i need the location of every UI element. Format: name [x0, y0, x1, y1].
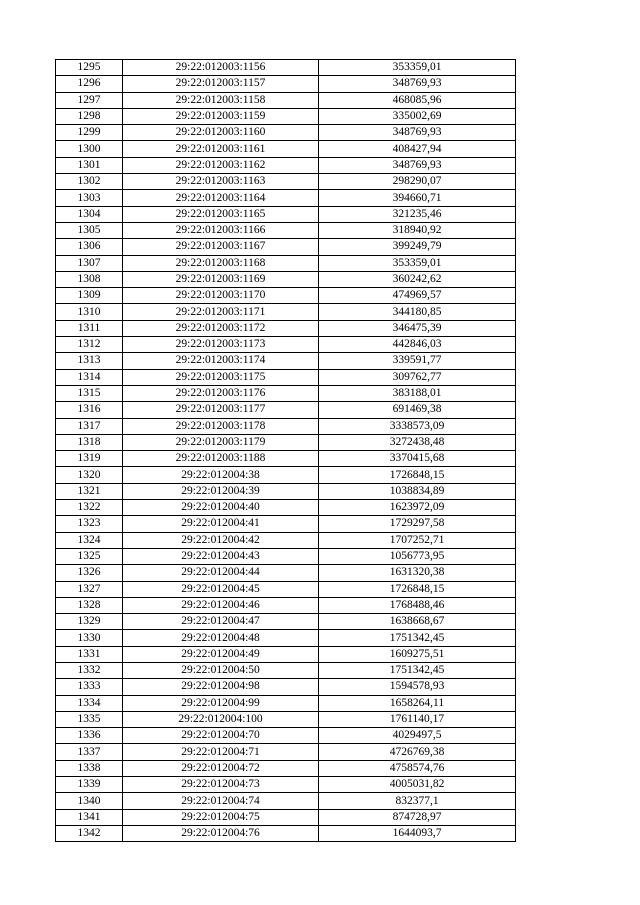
row-number-cell: 1315: [56, 385, 123, 401]
row-number-cell: 1320: [56, 467, 123, 483]
row-number-cell: 1299: [56, 125, 123, 141]
row-number-cell: 1305: [56, 222, 123, 238]
table-row: [56, 467, 516, 483]
cadastral-number-cell: 29:22:012003:1177: [123, 402, 319, 418]
row-number-cell: 1321: [56, 483, 123, 499]
row-number-cell: 1311: [56, 320, 123, 336]
value-cell: 1594578,93: [319, 679, 516, 695]
value-cell: 1726848,15: [319, 581, 516, 597]
value-cell: 4005031,82: [319, 777, 516, 793]
value-cell: 344180,85: [319, 304, 516, 320]
cadastral-number-cell: 29:22:012003:1174: [123, 353, 319, 369]
row-number-cell: 1339: [56, 777, 123, 793]
row-number-cell: 1303: [56, 190, 123, 206]
value-cell: 346475,39: [319, 320, 516, 336]
table-row: [56, 125, 516, 141]
cadastral-number-cell: 29:22:012003:1163: [123, 174, 319, 190]
value-cell: 4726769,38: [319, 744, 516, 760]
row-number-cell: 1319: [56, 451, 123, 467]
cadastral-number-cell: 29:22:012004:46: [123, 597, 319, 613]
table-row: [56, 516, 516, 532]
value-cell: 348769,93: [319, 125, 516, 141]
value-cell: 832377,1: [319, 793, 516, 809]
row-number-cell: 1301: [56, 157, 123, 173]
cadastral-number-cell: 29:22:012004:41: [123, 516, 319, 532]
cadastral-number-cell: 29:22:012003:1170: [123, 288, 319, 304]
cadastral-number-cell: 29:22:012004:71: [123, 744, 319, 760]
cadastral-number-cell: 29:22:012004:44: [123, 565, 319, 581]
row-number-cell: 1331: [56, 646, 123, 662]
cadastral-number-cell: 29:22:012004:40: [123, 500, 319, 516]
row-number-cell: 1326: [56, 565, 123, 581]
value-cell: 399249,79: [319, 239, 516, 255]
cadastral-value-table: [55, 59, 516, 842]
value-cell: 1631320,38: [319, 565, 516, 581]
value-cell: 4758574,76: [319, 760, 516, 776]
value-cell: 1751342,45: [319, 662, 516, 678]
table-row: [56, 353, 516, 369]
value-cell: 353359,01: [319, 255, 516, 271]
table-row: [56, 679, 516, 695]
cadastral-number-cell: 29:22:012004:76: [123, 825, 319, 841]
row-number-cell: 1317: [56, 418, 123, 434]
table-row: [56, 744, 516, 760]
cadastral-number-cell: 29:22:012003:1158: [123, 92, 319, 108]
row-number-cell: 1327: [56, 581, 123, 597]
table-row: [56, 255, 516, 271]
cadastral-number-cell: 29:22:012003:1175: [123, 369, 319, 385]
value-cell: 874728,97: [319, 809, 516, 825]
table-row: [56, 695, 516, 711]
value-cell: 442846,03: [319, 337, 516, 353]
row-number-cell: 1322: [56, 500, 123, 516]
row-number-cell: 1341: [56, 809, 123, 825]
table-row: [56, 222, 516, 238]
value-cell: 1038834,89: [319, 483, 516, 499]
cadastral-number-cell: 29:22:012004:47: [123, 614, 319, 630]
table-row: [56, 190, 516, 206]
table-row: [56, 320, 516, 336]
value-cell: 339591,77: [319, 353, 516, 369]
table-row: [56, 402, 516, 418]
cadastral-number-cell: 29:22:012004:70: [123, 728, 319, 744]
cadastral-number-cell: 29:22:012004:43: [123, 548, 319, 564]
table-row: [56, 500, 516, 516]
table-row: [56, 646, 516, 662]
table-row: [56, 239, 516, 255]
row-number-cell: 1325: [56, 548, 123, 564]
table-row: [56, 565, 516, 581]
value-cell: 348769,93: [319, 157, 516, 173]
cadastral-number-cell: 29:22:012003:1176: [123, 385, 319, 401]
cadastral-number-cell: 29:22:012003:1161: [123, 141, 319, 157]
cadastral-number-cell: 29:22:012004:99: [123, 695, 319, 711]
cadastral-number-cell: 29:22:012004:42: [123, 532, 319, 548]
value-cell: 1726848,15: [319, 467, 516, 483]
cadastral-number-cell: 29:22:012004:39: [123, 483, 319, 499]
row-number-cell: 1297: [56, 92, 123, 108]
value-cell: 318940,92: [319, 222, 516, 238]
row-number-cell: 1312: [56, 337, 123, 353]
value-cell: 1768488,46: [319, 597, 516, 613]
cadastral-number-cell: 29:22:012003:1159: [123, 108, 319, 124]
value-cell: 1751342,45: [319, 630, 516, 646]
value-cell: 1707252,71: [319, 532, 516, 548]
row-number-cell: 1300: [56, 141, 123, 157]
value-cell: 4029497,5: [319, 728, 516, 744]
row-number-cell: 1302: [56, 174, 123, 190]
table-row: [56, 304, 516, 320]
value-cell: 408427,94: [319, 141, 516, 157]
table-row: [56, 548, 516, 564]
row-number-cell: 1335: [56, 711, 123, 727]
table-row: [56, 825, 516, 841]
cadastral-number-cell: 29:22:012004:74: [123, 793, 319, 809]
table-row: [56, 206, 516, 222]
value-cell: 3272438,48: [319, 434, 516, 450]
row-number-cell: 1295: [56, 60, 123, 76]
cadastral-number-cell: 29:22:012004:38: [123, 467, 319, 483]
value-cell: 1638668,67: [319, 614, 516, 630]
table-row: [56, 614, 516, 630]
value-cell: 468085,96: [319, 92, 516, 108]
table-row: [56, 174, 516, 190]
table-row: [56, 581, 516, 597]
row-number-cell: 1316: [56, 402, 123, 418]
value-cell: 394660,71: [319, 190, 516, 206]
table-row: [56, 793, 516, 809]
row-number-cell: 1324: [56, 532, 123, 548]
table-row: [56, 157, 516, 173]
row-number-cell: 1314: [56, 369, 123, 385]
cadastral-number-cell: 29:22:012004:48: [123, 630, 319, 646]
cadastral-number-cell: 29:22:012004:75: [123, 809, 319, 825]
table-row: [56, 60, 516, 76]
cadastral-number-cell: 29:22:012003:1188: [123, 451, 319, 467]
table-row: [56, 597, 516, 613]
cadastral-number-cell: 29:22:012004:49: [123, 646, 319, 662]
value-cell: 309762,77: [319, 369, 516, 385]
row-number-cell: 1332: [56, 662, 123, 678]
cadastral-number-cell: 29:22:012003:1157: [123, 76, 319, 92]
table-row: [56, 777, 516, 793]
table-body: [56, 60, 516, 842]
row-number-cell: 1323: [56, 516, 123, 532]
table-row: [56, 760, 516, 776]
cadastral-number-cell: 29:22:012003:1178: [123, 418, 319, 434]
value-cell: 360242,62: [319, 271, 516, 287]
value-cell: 348769,93: [319, 76, 516, 92]
table-row: [56, 141, 516, 157]
row-number-cell: 1318: [56, 434, 123, 450]
cadastral-number-cell: 29:22:012003:1171: [123, 304, 319, 320]
row-number-cell: 1342: [56, 825, 123, 841]
table-row: [56, 662, 516, 678]
row-number-cell: 1329: [56, 614, 123, 630]
row-number-cell: 1337: [56, 744, 123, 760]
cadastral-number-cell: 29:22:012004:73: [123, 777, 319, 793]
value-cell: 1056773,95: [319, 548, 516, 564]
row-number-cell: 1330: [56, 630, 123, 646]
cadastral-number-cell: 29:22:012003:1166: [123, 222, 319, 238]
value-cell: 383188,01: [319, 385, 516, 401]
table-row: [56, 337, 516, 353]
row-number-cell: 1309: [56, 288, 123, 304]
table-row: [56, 369, 516, 385]
value-cell: 691469,38: [319, 402, 516, 418]
table-row: [56, 483, 516, 499]
value-cell: 3338573,09: [319, 418, 516, 434]
row-number-cell: 1304: [56, 206, 123, 222]
table-row: [56, 451, 516, 467]
cadastral-number-cell: 29:22:012003:1165: [123, 206, 319, 222]
row-number-cell: 1298: [56, 108, 123, 124]
row-number-cell: 1306: [56, 239, 123, 255]
row-number-cell: 1296: [56, 76, 123, 92]
table-row: [56, 809, 516, 825]
table-row: [56, 271, 516, 287]
table-row: [56, 108, 516, 124]
value-cell: 3370415,68: [319, 451, 516, 467]
table-row: [56, 711, 516, 727]
cadastral-number-cell: 29:22:012004:98: [123, 679, 319, 695]
table-row: [56, 418, 516, 434]
row-number-cell: 1338: [56, 760, 123, 776]
value-cell: 1761140,17: [319, 711, 516, 727]
cadastral-number-cell: 29:22:012003:1179: [123, 434, 319, 450]
cadastral-number-cell: 29:22:012003:1168: [123, 255, 319, 271]
row-number-cell: 1328: [56, 597, 123, 613]
value-cell: 1623972,09: [319, 500, 516, 516]
value-cell: 298290,07: [319, 174, 516, 190]
cadastral-number-cell: 29:22:012003:1172: [123, 320, 319, 336]
row-number-cell: 1308: [56, 271, 123, 287]
value-cell: 1609275,51: [319, 646, 516, 662]
value-cell: 1729297,58: [319, 516, 516, 532]
cadastral-number-cell: 29:22:012003:1167: [123, 239, 319, 255]
table-row: [56, 532, 516, 548]
table-row: [56, 76, 516, 92]
cadastral-number-cell: 29:22:012003:1160: [123, 125, 319, 141]
cadastral-number-cell: 29:22:012003:1162: [123, 157, 319, 173]
row-number-cell: 1336: [56, 728, 123, 744]
cadastral-number-cell: 29:22:012004:50: [123, 662, 319, 678]
cadastral-number-cell: 29:22:012004:45: [123, 581, 319, 597]
cadastral-number-cell: 29:22:012004:100: [123, 711, 319, 727]
row-number-cell: 1313: [56, 353, 123, 369]
table-row: [56, 288, 516, 304]
value-cell: 321235,46: [319, 206, 516, 222]
row-number-cell: 1310: [56, 304, 123, 320]
table-row: [56, 434, 516, 450]
cadastral-number-cell: 29:22:012003:1169: [123, 271, 319, 287]
table-row: [56, 728, 516, 744]
value-cell: 353359,01: [319, 60, 516, 76]
table-row: [56, 92, 516, 108]
cadastral-number-cell: 29:22:012003:1156: [123, 60, 319, 76]
row-number-cell: 1340: [56, 793, 123, 809]
table-row: [56, 385, 516, 401]
cadastral-number-cell: 29:22:012003:1173: [123, 337, 319, 353]
row-number-cell: 1333: [56, 679, 123, 695]
cadastral-number-cell: 29:22:012003:1164: [123, 190, 319, 206]
value-cell: 1644093,7: [319, 825, 516, 841]
cadastral-number-cell: 29:22:012004:72: [123, 760, 319, 776]
row-number-cell: 1334: [56, 695, 123, 711]
value-cell: 1658264,11: [319, 695, 516, 711]
row-number-cell: 1307: [56, 255, 123, 271]
value-cell: 474969,57: [319, 288, 516, 304]
value-cell: 335002,69: [319, 108, 516, 124]
table-row: [56, 630, 516, 646]
